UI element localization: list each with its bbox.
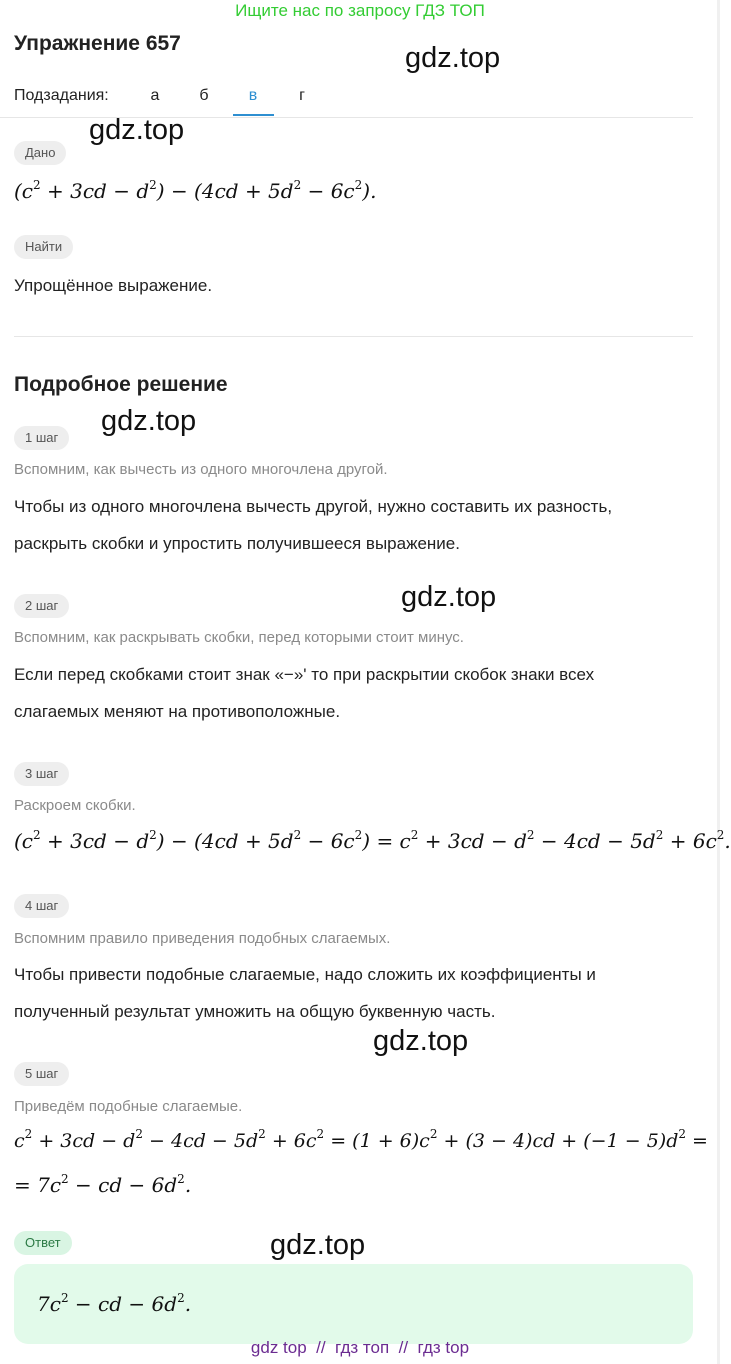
step-text-line: раскрыть скобки и упростить получившееся выражение. (14, 534, 460, 553)
footer-separator: // (316, 1338, 326, 1357)
given-badge: Дано (14, 141, 66, 165)
answer-expression: $7c^2$ − cd − $6d^2$. (37, 1291, 192, 1316)
footer-separator: // (398, 1338, 409, 1357)
step-badge: 2 шаг (14, 594, 69, 618)
step-badge: 1 шаг (14, 426, 69, 450)
step-hint: Вспомним правило приведения подобных слагаемых. (14, 930, 391, 947)
step-hint: Раскроем скобки. (14, 797, 136, 814)
watermark: gdz.top (405, 42, 501, 74)
tab-v[interactable]: в (248, 87, 258, 104)
step-expression: $c^2 + 3cd - d^2 - 4cd - 5d^2 + 6c^2 = (1 + 6)c^2 + (3 - 4)cd + (-1 - 5)d^2$ = (14, 1127, 708, 1152)
right-edge-strip (717, 0, 720, 1364)
step-text-line: полученный результат умножить на общую буквенную часть. (14, 1002, 496, 1021)
tab-g[interactable]: г (299, 87, 305, 104)
step-badge: 5 шаг (14, 1062, 69, 1086)
top-banner: Ищите нас по запросу ГДЗ ТОП (235, 1, 485, 20)
step-text-line: Чтобы из одного многочлена вычесть другой, нужно составить их разность, (14, 497, 613, 516)
tab-b[interactable]: б (199, 87, 209, 104)
step-hint: Приведём подобные слагаемые. (14, 1098, 243, 1115)
step-expression: $(c^2 + 3cd - d^2) - (4cd + 5d^2 - 6c^2) = c^2 + 3cd - d^2 - 4cd - 5d^2 + 6c^2$. (14, 828, 731, 853)
given-expression: $(c^2 + 3cd - d^2) - (4cd + 5d^2 - 6c^2)$. (14, 178, 377, 203)
footer-link[interactable]: гдз топ (335, 1338, 390, 1357)
watermark: gdz.top (401, 581, 497, 613)
active-tab-indicator (233, 114, 274, 116)
solution-title: Подробное решение (14, 373, 228, 396)
watermark: gdz.top (270, 1229, 366, 1261)
footer-links (0, 1338, 720, 1358)
find-text: Упрощённое выражение. (14, 276, 213, 295)
step-text-line: Чтобы привести подобные слагаемые, надо сложить их коэффициенты и (14, 965, 596, 984)
section-divider (14, 336, 693, 337)
tab-a[interactable]: а (150, 87, 160, 104)
step-badge: 4 шаг (14, 894, 69, 918)
footer-link[interactable]: гдз top (417, 1338, 470, 1357)
subtasks-label: Подзадания: (14, 87, 109, 104)
step-expression-continuation: = $7c^2$ − cd − $6d^2$. (14, 1172, 192, 1197)
step-hint: Вспомним, как вычесть из одного многочлена другой. (14, 461, 388, 478)
watermark: gdz.top (101, 405, 197, 437)
watermark: gdz.top (373, 1025, 469, 1057)
step-badge: 3 шаг (14, 762, 69, 786)
watermark: gdz.top (89, 114, 185, 146)
step-text-line: слагаемых меняют на противоположные. (14, 702, 341, 721)
footer-link[interactable]: gdz top (250, 1338, 307, 1357)
step-text-line: Если перед скобками стоит знак «−»' то при раскрытии скобок знаки всех (14, 665, 595, 684)
page-title: Упражнение 657 (14, 32, 181, 55)
answer-badge: Ответ (14, 1231, 72, 1255)
find-badge: Найти (14, 235, 73, 259)
step-hint: Вспомним, как раскрывать скобки, перед которыми стоит минус. (14, 629, 464, 646)
